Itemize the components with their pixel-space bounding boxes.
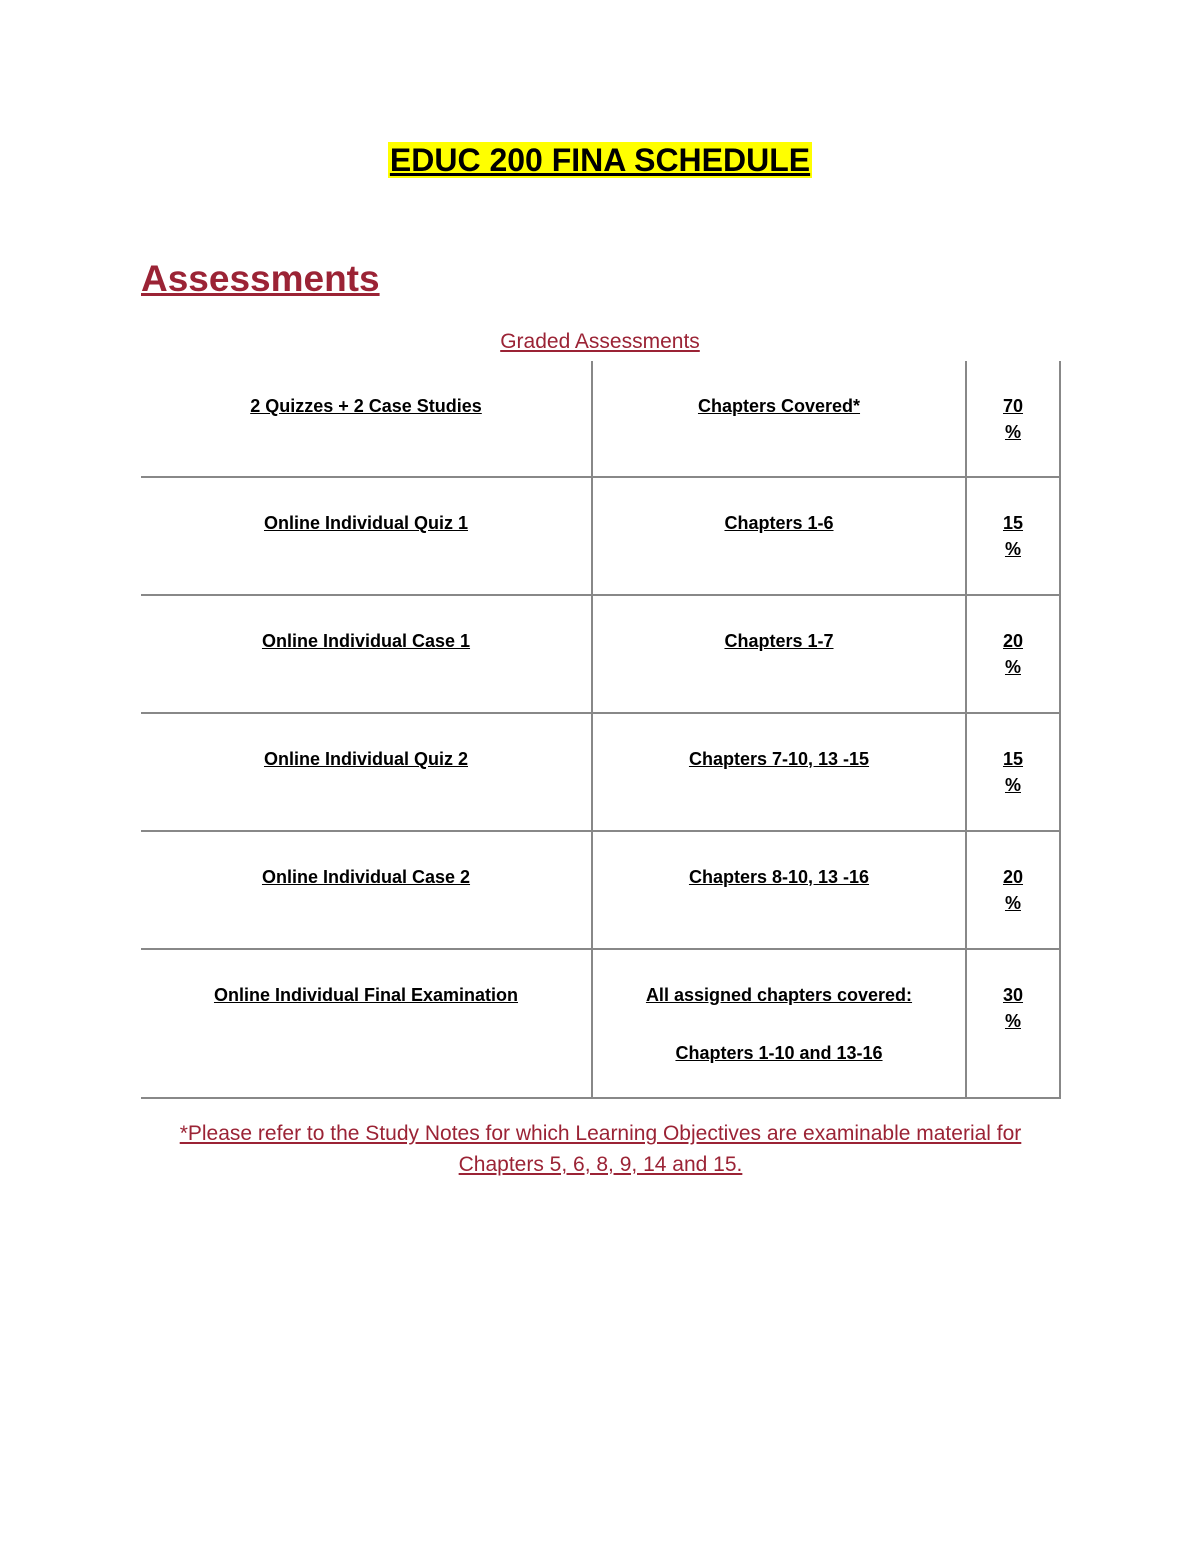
document-title (0, 140, 1200, 180)
chapters-covered: Chapters 1-6 (724, 513, 834, 533)
table-header-row (141, 361, 1060, 477)
assessment-name: Online Individual Case 1 (261, 631, 471, 651)
chapters-covered: Chapters 1-7 (724, 631, 834, 651)
weight-number: 20 (1002, 867, 1024, 887)
chapters-covered-line-2: Chapters 1-10 and 13-16 (675, 1043, 883, 1063)
chapters-cell (592, 595, 966, 713)
weight-cell (966, 831, 1060, 949)
footnote-study-notes: *Please refer to the Study Notes for which Learning Objectives are examinable material for Chapters 5, 6, 8, 9, 14 and 15. (179, 1122, 1022, 1176)
weight-cell (966, 713, 1060, 831)
assessment-cell (141, 949, 592, 1098)
chapters-covered: Chapters 7-10, 13 -15 (688, 749, 870, 769)
chapters-cell (592, 949, 966, 1098)
assessment-name: Online Individual Quiz 1 (263, 513, 469, 533)
chapters-cell (592, 713, 966, 831)
chapters-covered-line-1: All assigned chapters covered: (645, 985, 913, 1005)
assessment-cell (141, 713, 592, 831)
table-caption: Graded Assessments (500, 330, 700, 353)
document-title-text: EDUC 200 FINA SCHEDULE (389, 142, 811, 178)
table-row (141, 477, 1060, 595)
assessments-table (141, 361, 1061, 1099)
weight-cell (966, 949, 1060, 1098)
weight-percent: % (1004, 775, 1021, 795)
header-chapters-cell (592, 361, 966, 477)
header-assessment-label: 2 Quizzes + 2 Case Studies (250, 396, 482, 416)
chapters-covered: Chapters 8-10, 13 -16 (688, 867, 870, 887)
table-row (141, 713, 1060, 831)
assessment-name: Online Individual Final Examination (213, 985, 519, 1005)
assessment-cell (141, 595, 592, 713)
weight-percent: % (1004, 657, 1021, 677)
table-row (141, 831, 1060, 949)
header-weight-number: 70 (1002, 396, 1024, 416)
assessment-cell (141, 477, 592, 595)
header-chapters-label: Chapters Covered* (697, 396, 861, 416)
weight-percent: % (1004, 539, 1021, 559)
table-row (141, 595, 1060, 713)
chapters-cell (592, 477, 966, 595)
section-heading-assessments: Assessments (141, 258, 380, 299)
table-row (141, 949, 1060, 1098)
chapters-cell (592, 831, 966, 949)
weight-cell (966, 595, 1060, 713)
weight-percent: % (1004, 1011, 1021, 1031)
weight-number: 15 (1002, 513, 1024, 533)
weight-number: 20 (1002, 631, 1024, 651)
assessment-name: Online Individual Quiz 2 (263, 749, 469, 769)
assessment-name: Online Individual Case 2 (261, 867, 471, 887)
header-weight-percent: % (1004, 422, 1021, 442)
weight-cell (966, 477, 1060, 595)
weight-number: 30 (1002, 985, 1024, 1005)
assessment-cell (141, 831, 592, 949)
header-assessment-cell (141, 361, 592, 477)
weight-percent: % (1004, 893, 1021, 913)
weight-number: 15 (1002, 749, 1024, 769)
header-weight-cell (966, 361, 1060, 477)
